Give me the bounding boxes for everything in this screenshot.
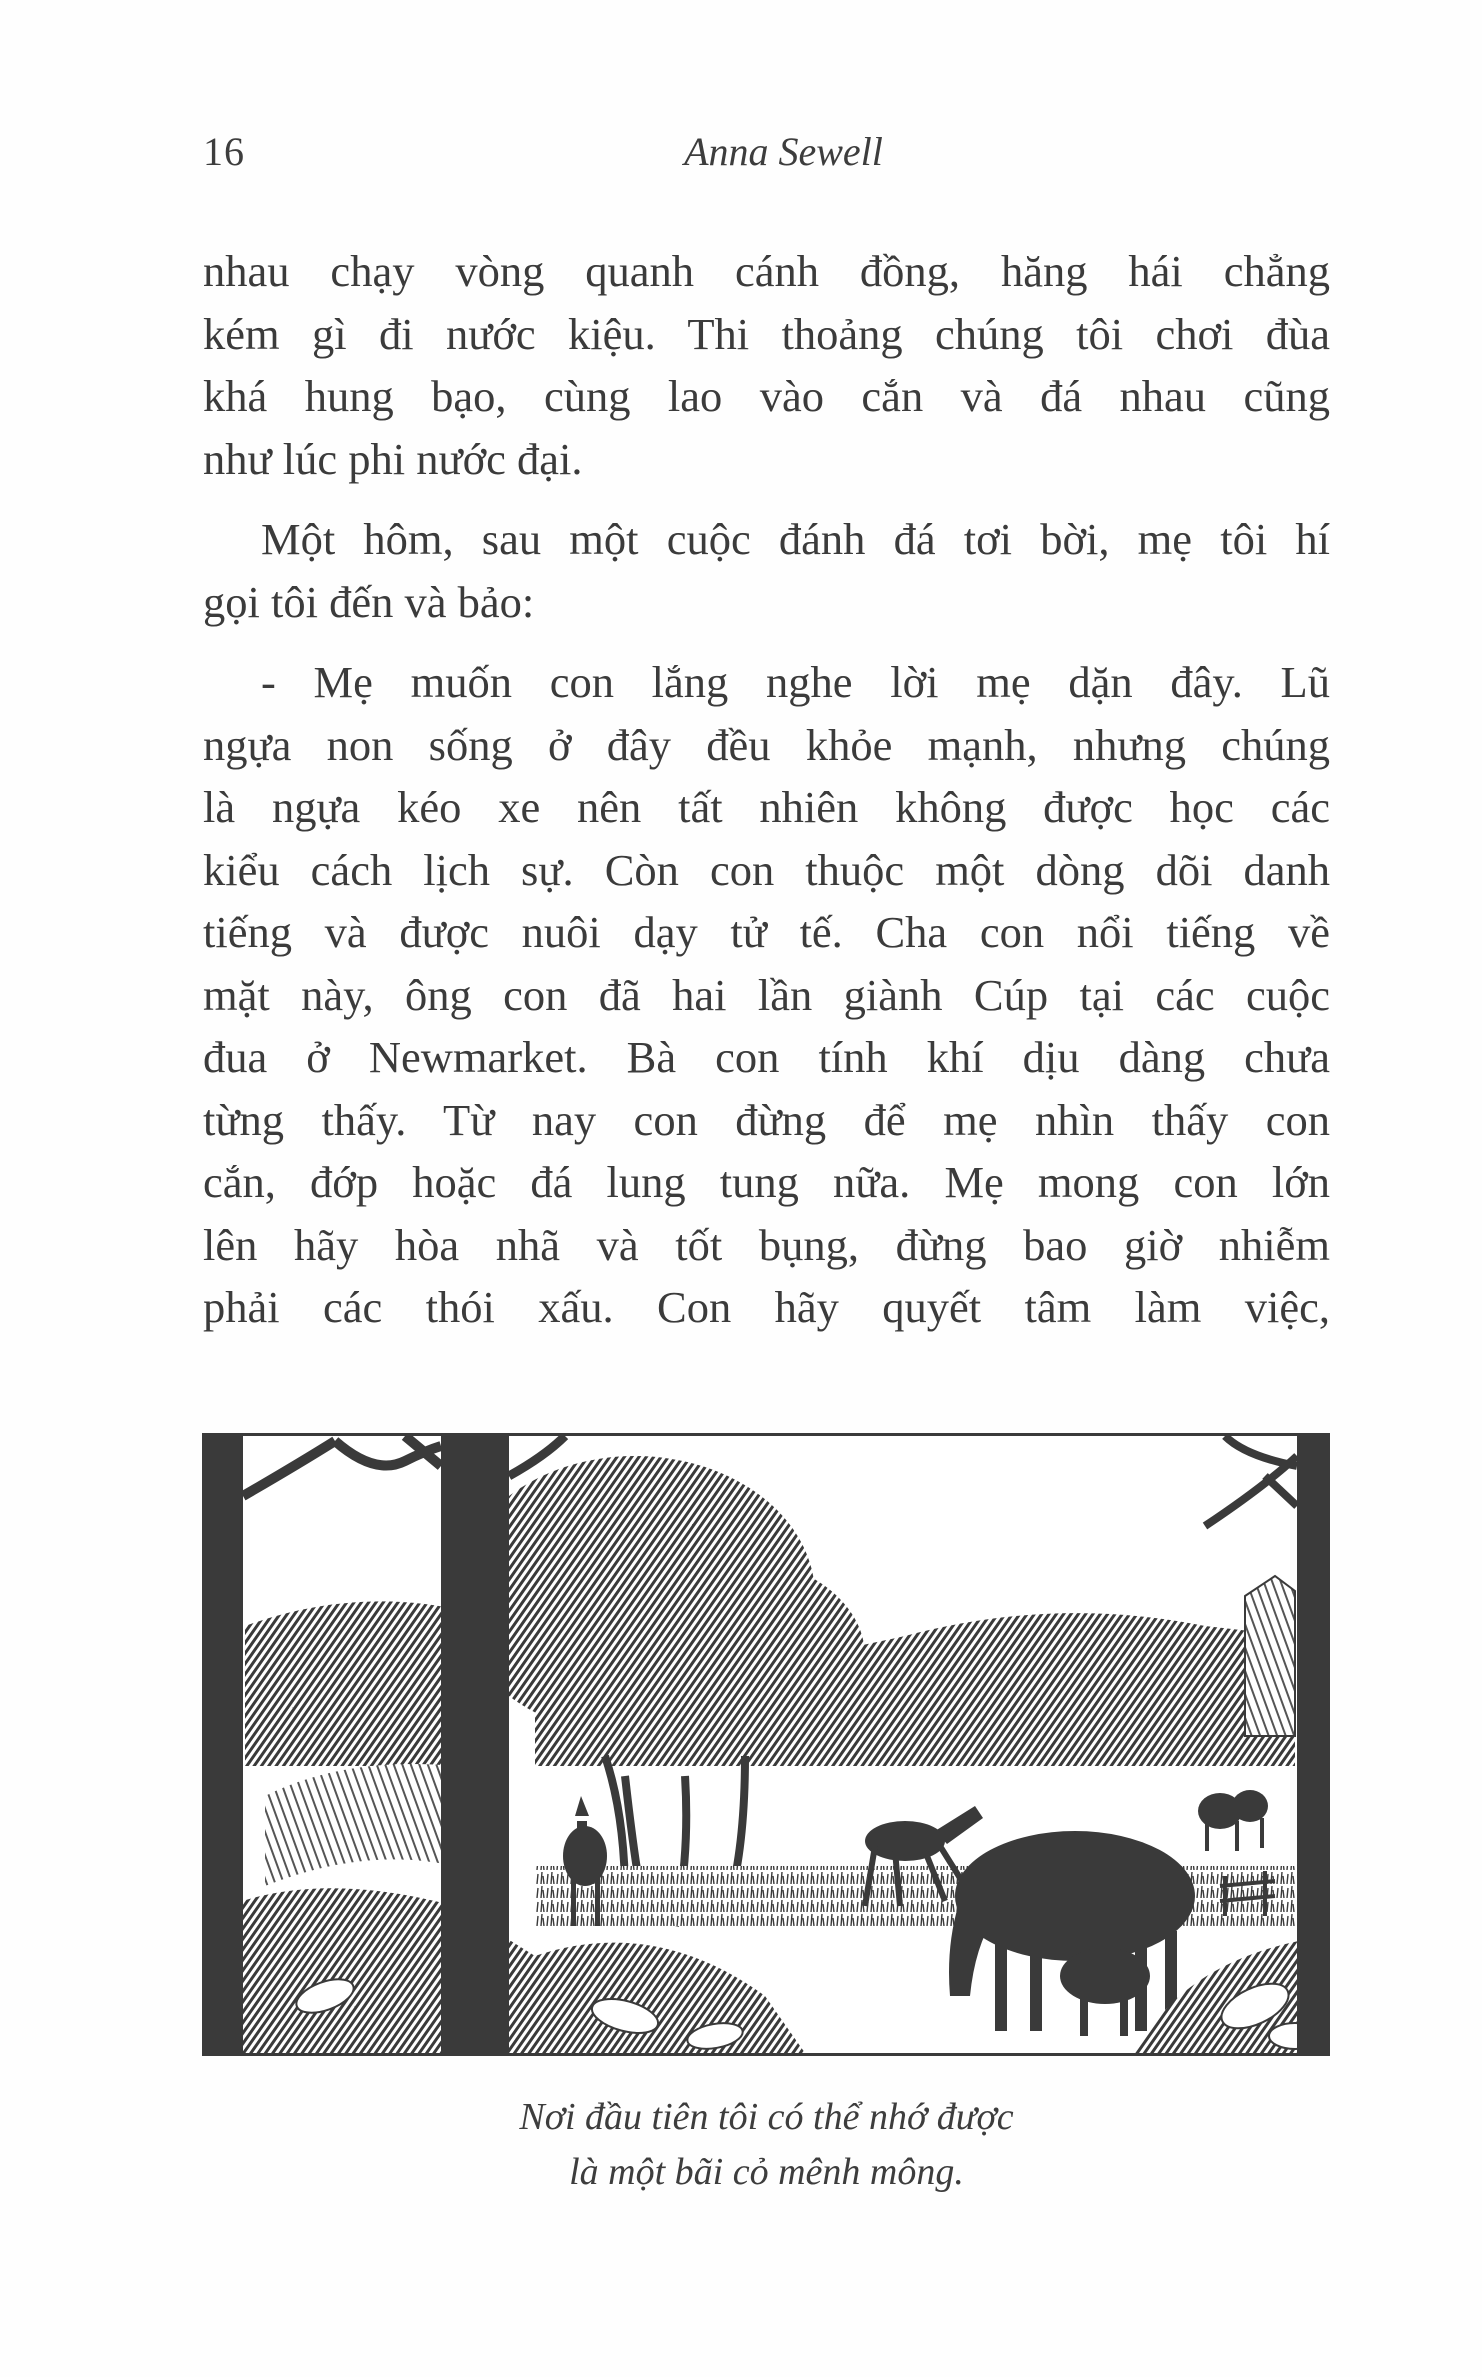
text-line: cắn, đớp hoặc đá lung tung nữa. Mẹ mong con lớn: [203, 1157, 1330, 1207]
text-line: kém gì đi nước kiệu. Thi thoảng chúng tôi chơi đùa: [203, 308, 1330, 359]
caption-line: Nơi đầu tiên tôi có thể nhớ được: [519, 2096, 1014, 2138]
meadow-engraving-image: [205, 1436, 1327, 2053]
paragraph: [203, 651, 1330, 1339]
body-text: [203, 240, 1330, 1339]
illustration-caption: [203, 2090, 1330, 2200]
text-line: lên hãy hòa nhã và tốt bụng, đừng bao giờ nhiễm: [203, 1219, 1330, 1270]
caption-line: là một bãi cỏ mênh mông.: [569, 2151, 964, 2193]
paragraph: [203, 240, 1330, 490]
text-line: mặt này, ông con đã hai lần giành Cúp tại các cuộc: [203, 969, 1330, 1020]
text-line: ngựa non sống ở đây đều khỏe mạnh, nhưng chúng: [203, 719, 1330, 770]
text-line: như lúc phi nước đại.: [203, 433, 583, 484]
text-line: gọi tôi đến và bảo:: [203, 576, 535, 627]
text-line: đua ở Newmarket. Bà con tính khí dịu dàng chưa: [203, 1032, 1330, 1082]
text-line: - Mẹ muốn con lắng nghe lời mẹ dặn đây. Lũ: [261, 657, 1330, 707]
running-head-author: Anna Sewell: [684, 129, 883, 174]
text-line: từng thấy. Từ nay con đừng để mẹ nhìn thấy con: [203, 1094, 1330, 1145]
text-line: tiếng và được nuôi dạy tử tế. Cha con nổi tiếng về: [203, 907, 1330, 957]
text-line: khá hung bạo, cùng lao vào cắn và đá nhau cũng: [203, 371, 1330, 421]
text-line: kiểu cách lịch sự. Còn con thuộc một dòng dõi danh: [203, 844, 1330, 895]
illustration-meadow-horses: [202, 1433, 1330, 2056]
paragraph: [203, 508, 1330, 633]
text-line: là ngựa kéo xe nên tất nhiên không được học các: [203, 782, 1330, 832]
text-line: phải các thói xấu. Con hãy quyết tâm làm việc,: [203, 1282, 1330, 1332]
text-line: nhau chạy vòng quanh cánh đồng, hăng hái chẳng: [203, 246, 1330, 296]
page-number: 16: [203, 129, 245, 174]
text-line: Một hôm, sau một cuộc đánh đá tơi bời, mẹ tôi hí: [261, 514, 1330, 564]
running-head: [203, 128, 1330, 188]
